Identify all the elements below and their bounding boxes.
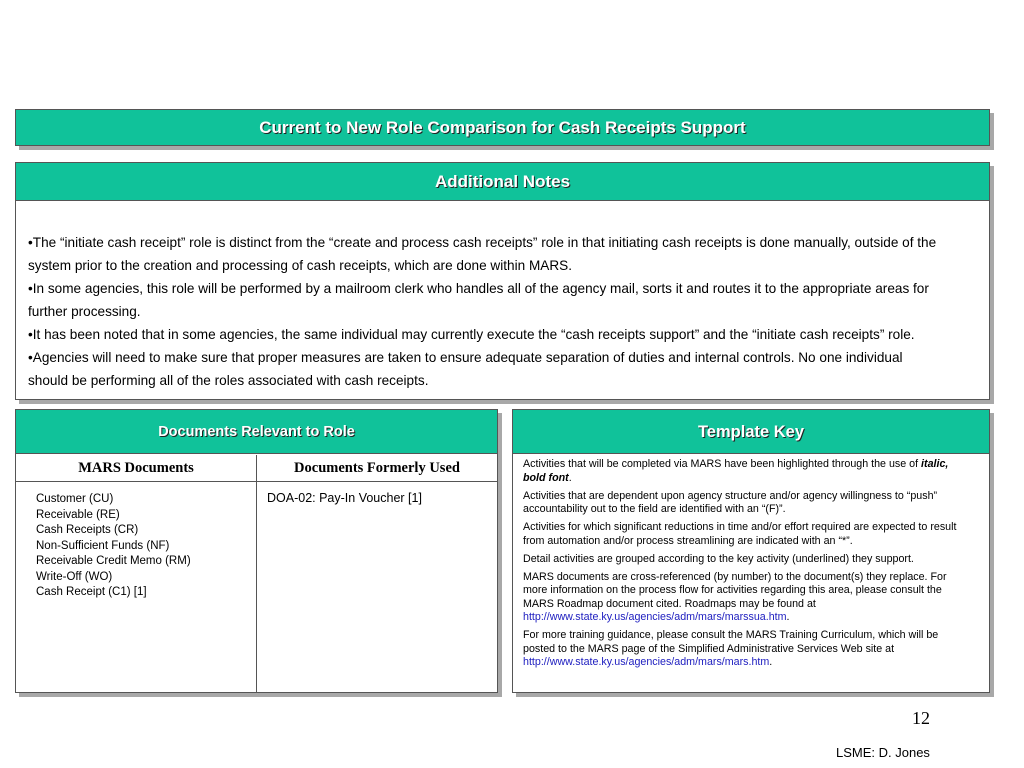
page-number: 12 — [912, 708, 930, 728]
list-item: Write-Off (WO) — [36, 570, 113, 583]
key-paragraph: Activities that will be completed via MARS have been highlighted through the use of italic, bold font. — [523, 458, 949, 484]
additional-notes-panel — [15, 162, 990, 400]
former-documents-column — [257, 455, 497, 692]
documents-table — [16, 455, 497, 692]
key-paragraph: Activities for which significant reductions in time and/or effort required are expected to result from automation and/or process streamlining are indicated with an “*”. — [523, 521, 957, 547]
mars-documents-heading: MARS Documents — [16, 455, 256, 482]
key-paragraph: Activities that are dependent upon agency structure and/or agency willingness to “push” accountability out to the field are identified with an “(F)”. — [523, 489, 938, 515]
additional-notes-header: Additional Notes — [16, 163, 989, 201]
emphasis-text: italic, bold font — [523, 458, 949, 484]
title-panel — [15, 109, 990, 146]
key-paragraph: For more training guidance, please consult the MARS Training Curriculum, which will be posted to the MARS page of the Simplified Administrative Services Web site at http://www.state.ky.us/agencies/adm/mars/mars.htm. — [523, 629, 939, 668]
page-title: Current to New Role Comparison for Cash Receipts Support — [16, 110, 989, 145]
template-key-header: Template Key — [513, 410, 989, 454]
mars-documents-list — [16, 482, 256, 601]
list-item: Cash Receipts (CR) — [36, 524, 139, 536]
list-item: Customer (CU) — [36, 493, 114, 505]
list-item: DOA-02: Pay-In Voucher [1] — [267, 491, 422, 505]
roadmap-link[interactable]: http://www.state.ky.us/agencies/adm/mars/marssua.htm — [523, 611, 787, 623]
key-paragraph: MARS documents are cross-referenced (by number) to the document(s) they replace. For more information on the process flow for activities regarding this area, please consult the MARS Roadmap document cited. Roadmaps may be found at http://www.state.ky.us/agencies/adm/mars/marssua.htm. — [523, 570, 947, 623]
template-key-panel — [512, 409, 990, 693]
key-paragraph: Detail activities are grouped according to the key activity (underlined) they support. — [523, 552, 914, 565]
footer-author: LSME: D. Jones — [836, 745, 930, 760]
note-line: •The “initiate cash receipt” role is distinct from the “create and process cash receipts” role in that initiating cash receipts is done manually, outside of the system prior to the creation and processing of cash receipts, which are done within MARS. — [28, 235, 937, 273]
former-documents-list — [257, 482, 497, 507]
list-item: Receivable Credit Memo (RM) — [36, 555, 191, 567]
note-line: •Agencies will need to make sure that proper measures are taken to ensure adequate separation of duties and internal controls. No one individual should be performing all of the roles associated with cash receipts. — [28, 350, 903, 388]
note-line: •In some agencies, this role will be performed by a mailroom clerk who handles all of the agency mail, sorts it and routes it to the appropriate areas for further processing. — [28, 281, 929, 319]
documents-header: Documents Relevant to Role — [16, 410, 497, 454]
list-item: Non-Sufficient Funds (NF) — [36, 539, 170, 552]
list-item: Cash Receipt (C1) [1] — [36, 586, 147, 598]
additional-notes-body — [16, 201, 989, 392]
mars-web-link[interactable]: http://www.state.ky.us/agencies/adm/mars/mars.htm — [523, 656, 770, 668]
mars-documents-column — [16, 455, 257, 692]
list-item: Receivable (RE) — [36, 508, 120, 521]
template-key-body — [513, 454, 989, 670]
former-documents-heading: Documents Formerly Used — [257, 455, 497, 482]
note-line: •It has been noted that in some agencies, the same individual may currently execute the “cash receipts support” and the “initiate cash receipts” role. — [28, 327, 915, 342]
documents-panel — [15, 409, 498, 693]
